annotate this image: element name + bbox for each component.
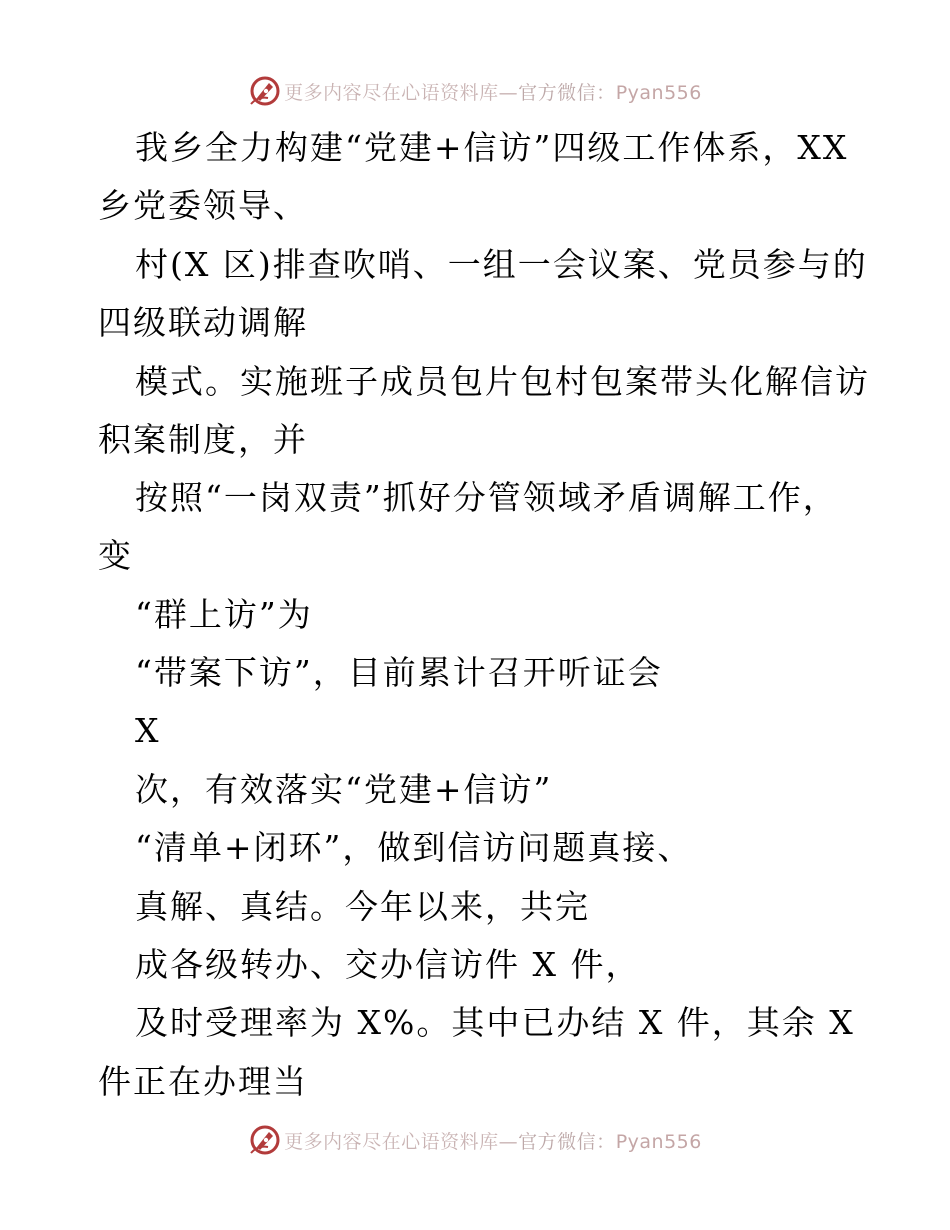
text-line: 我乡全力构建“党建+信访”四级工作体系，XX xyxy=(135,128,849,167)
text-line: 四级联动调解 xyxy=(98,303,308,342)
pen-nib-logo-icon xyxy=(248,1123,282,1157)
header-wechat-id: Pyan556 xyxy=(615,81,702,104)
footer-banner xyxy=(0,1120,950,1160)
text-line: 模式。实施班子成员包片包村包案带头化解信访 xyxy=(135,362,870,401)
text-line: 积案制度，并 xyxy=(98,420,308,459)
footer-banner-text xyxy=(284,1127,702,1154)
text-line: 及时受理率为 X%。其中已办结 X 件，其余 X xyxy=(135,1003,855,1042)
footer-separator: — xyxy=(498,1130,519,1153)
footer-wechat-id: Pyan556 xyxy=(615,1130,702,1153)
header-brand-text: 更多内容尽在心语资料库 xyxy=(284,81,499,104)
text-line: 按照“一岗双责”抓好分管领域矛盾调解工作， xyxy=(135,478,838,517)
text-line: 变 xyxy=(98,536,133,575)
text-line: 乡党委领导、 xyxy=(98,186,308,225)
text-line: 真解、真结。今年以来，共完 xyxy=(135,887,590,926)
footer-wechat-label: 官方微信： xyxy=(518,1130,616,1153)
header-wechat-label: 官方微信： xyxy=(518,81,616,104)
footer-brand-text: 更多内容尽在心语资料库 xyxy=(284,1130,499,1153)
text-line: “清单+闭环”，做到信访问题真接、 xyxy=(135,828,693,867)
text-line: 件正在办理当 xyxy=(98,1062,308,1101)
text-line: “带案下访”，目前累计召开听证会 xyxy=(135,653,663,692)
text-line: 次，有效落实“党建+信访” xyxy=(135,770,553,809)
text-line: 成各级转办、交办信访件 X 件， xyxy=(135,945,641,984)
header-separator: — xyxy=(498,81,519,104)
text-line: 村(X 区)排查吹哨、一组一会议案、党员参与的 xyxy=(135,245,868,284)
text-line: “群上访”为 xyxy=(135,595,313,634)
text-line: X xyxy=(135,711,161,750)
